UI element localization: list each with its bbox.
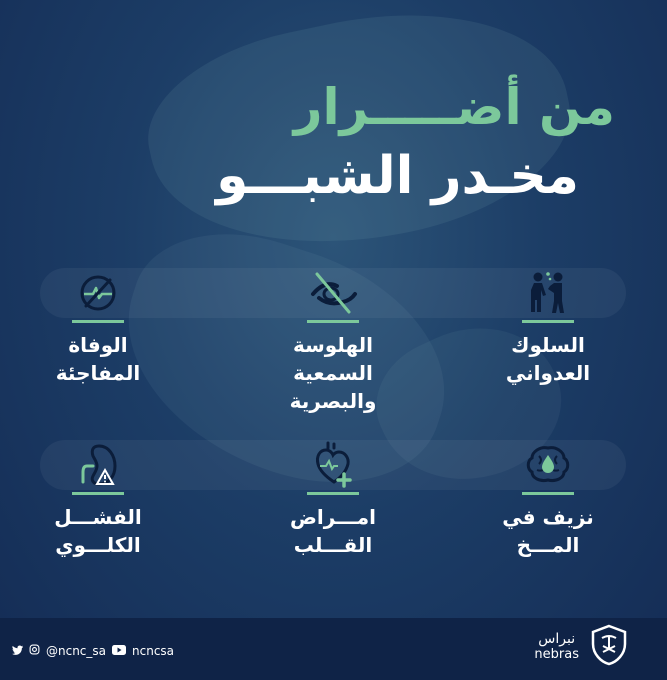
harm-hallucinations: [253, 268, 413, 415]
harm-aggressive-behavior: [468, 268, 628, 387]
brand-name-arabic: نبراس: [538, 631, 576, 647]
harm-label: الوفاة المفاجئة: [55, 333, 141, 385]
harm-heart-disease: [253, 440, 413, 559]
footer-bar: [0, 618, 667, 680]
brain-drop-icon: [516, 440, 580, 490]
icon-underline: [307, 492, 359, 495]
nebras-brand: [534, 624, 629, 670]
social-handles: [12, 644, 174, 658]
harm-sudden-death: [18, 268, 178, 387]
brand-text: [534, 631, 579, 663]
harm-label: امـــراض القـــلب: [290, 505, 376, 557]
kidney-warning-icon: [66, 440, 130, 490]
instagram-icon: [29, 644, 40, 658]
harm-label: الهلوسة السمعية والبصرية: [289, 333, 377, 413]
harm-brain-hemorrhage: [468, 440, 628, 559]
crossed-eye-icon: [301, 268, 365, 318]
icon-underline: [72, 492, 124, 495]
heart-plus-icon: [301, 440, 365, 490]
harm-label: السلوك العدواني: [505, 333, 591, 385]
fighting-people-icon: [516, 268, 580, 318]
brand-name-english: nebras: [534, 647, 579, 662]
harm-label: نزيف في المـــخ: [502, 505, 594, 557]
social-handle-2[interactable]: ncncsa: [132, 644, 175, 658]
icon-underline: [307, 320, 359, 323]
shield-logo-icon: [589, 624, 629, 670]
twitter-icon: [12, 644, 23, 658]
youtube-icon: [112, 644, 126, 658]
harm-kidney-failure: [18, 440, 178, 559]
title-line-1: من أضـــــرار: [293, 78, 615, 136]
social-handle-1[interactable]: @ncnc_sa: [46, 644, 107, 658]
flatline-heartbeat-icon: [66, 268, 130, 318]
title-line-2: مخـدر الشبـــو: [216, 146, 579, 206]
harm-label: الفشـــل الكلـــوي: [54, 505, 142, 557]
icon-underline: [72, 320, 124, 323]
icon-underline: [522, 320, 574, 323]
icon-underline: [522, 492, 574, 495]
